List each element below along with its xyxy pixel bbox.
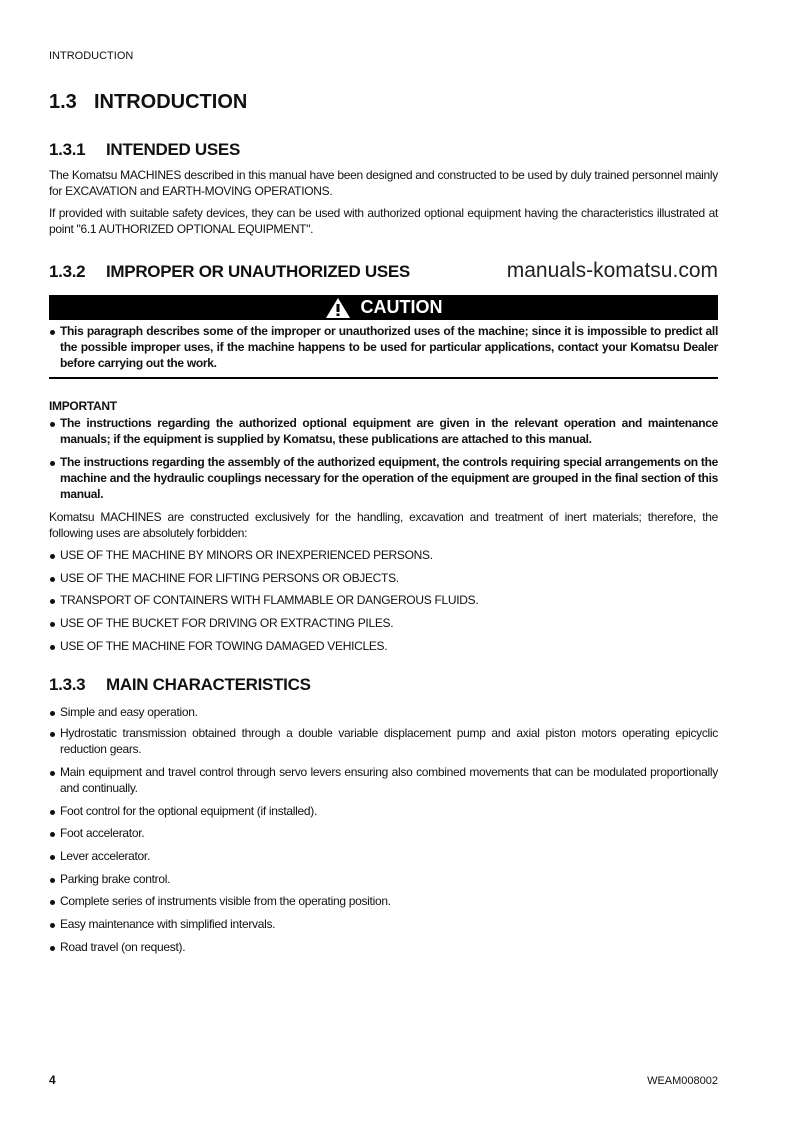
characteristic-item: Foot control for the optional equipment (if installed). [49,803,718,819]
section-title [49,90,718,114]
forbidden-intro: Komatsu MACHINES are constructed exclusively for the handling, excavation and treatment of inert materials; therefore, the following uses are absolutely forbidden: [49,510,718,540]
page-footer [49,1073,718,1087]
caution-divider [49,377,718,379]
characteristic-item: Lever accelerator. [49,848,718,864]
subsection-2-title-row [49,259,718,283]
forbidden-item: USE OF THE BUCKET FOR DRIVING OR EXTRACTING PILES. [49,615,718,631]
page [49,0,718,955]
subsection-title-text: INTENDED USES [106,140,241,159]
running-header: INTRODUCTION [49,50,134,62]
characteristic-item: Complete series of instruments visible from the operating position. [49,893,718,909]
forbidden-item: USE OF THE MACHINE FOR LIFTING PERSONS OR OBJECTS. [49,570,718,586]
caution-text: This paragraph describes some of the improper or unauthorized uses of the machine; since it is impossible to predict all the possible improper uses, if the machine happens to be used for particular applications, contact your Komatsu Dealer before carrying out the work. [49,323,718,371]
characteristic-item: Simple and easy operation. [49,704,718,720]
characteristic-item: Main equipment and travel control through servo levers ensuring also combined movements that can be modulated proportionally and continually. [49,764,718,796]
characteristic-item: Parking brake control. [49,871,718,887]
subsection-number: 1.3.2 [49,262,86,281]
important-label: IMPORTANT [49,399,117,413]
forbidden-item: TRANSPORT OF CONTAINERS WITH FLAMMABLE OR DANGEROUS FLUIDS. [49,592,718,608]
forbidden-item: USE OF THE MACHINE BY MINORS OR INEXPERIENCED PERSONS. [49,547,718,563]
characteristic-item: Road travel (on request). [49,939,718,955]
intended-uses-paragraph-1: The Komatsu MACHINES described in this manual have been designed and constructed to be used by duly trained personnel mainly for EXCAVATION and EARTH-MOVING OPERATIONS. [49,168,718,198]
intended-uses-paragraph-2: If provided with suitable safety devices, they can be used with authorized optional equipment having the characteristics illustrated at point "6.1 AUTHORIZED OPTIONAL EQUIPMENT". [49,206,718,236]
important-item: The instructions regarding the authorized optional equipment are given in the relevant operation and maintenance manuals; if the equipment is supplied by Komatsu, these publications are attached to this manual. [49,415,718,447]
forbidden-item: USE OF THE MACHINE FOR TOWING DAMAGED VEHICLES. [49,638,718,654]
subsection-title-text: IMPROPER OR UNAUTHORIZED USES [106,262,410,281]
caution-banner [49,295,718,320]
warning-triangle-icon [325,297,351,319]
document-code: WEAM008002 [647,1075,718,1087]
characteristic-item: Easy maintenance with simplified intervals. [49,916,718,932]
subsection-2-title [49,261,410,283]
watermark: manuals-komatsu.com [506,259,718,282]
page-number: 4 [49,1073,56,1087]
subsection-1-title [49,139,718,161]
characteristic-item: Hydrostatic transmission obtained through a double variable displacement pump and axial piston motors operating epicyclic reduction gears. [49,725,718,757]
section-title-text: INTRODUCTION [94,91,248,113]
subsection-3-title [49,674,718,696]
subsection-number: 1.3.1 [49,140,86,159]
section-number: 1.3 [49,91,77,113]
characteristic-item: Foot accelerator. [49,825,718,841]
important-item: The instructions regarding the assembly of the authorized equipment, the controls requiring special arrangements on the machine and the hydraulic couplings necessary for the operation of the equipment are grouped in the final section of this manual. [49,454,718,502]
caution-label: CAUTION [360,297,443,317]
subsection-title-text: MAIN CHARACTERISTICS [106,675,311,694]
subsection-number: 1.3.3 [49,675,86,694]
